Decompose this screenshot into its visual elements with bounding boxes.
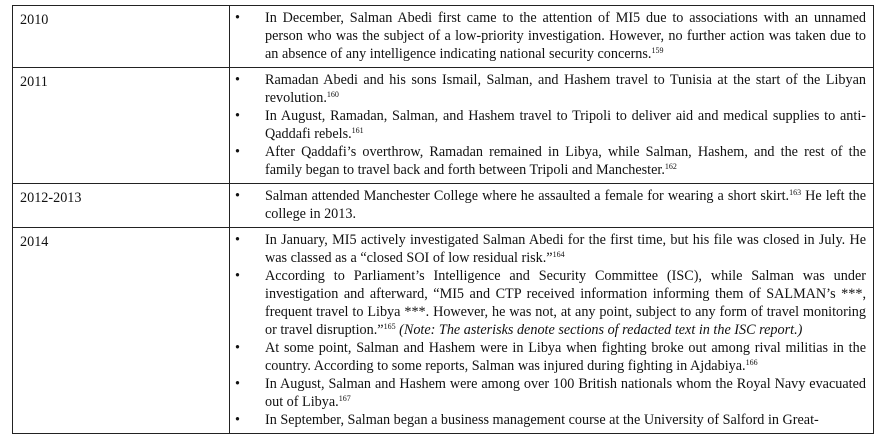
event-item [230, 339, 866, 375]
event-text: Salman attended Manchester College where he assaulted a female for wearing a short skirt. [265, 188, 790, 204]
footnote-ref: 167 [338, 394, 351, 403]
event-item [230, 187, 866, 223]
events-cell [230, 6, 874, 68]
footnote-ref: 163 [789, 188, 802, 197]
bullet-icon: • [235, 72, 240, 88]
events-cell [230, 68, 874, 184]
event-list [230, 231, 866, 429]
footnote-ref: 159 [651, 46, 664, 55]
footnote-ref: 164 [552, 250, 565, 259]
footnote-ref: 162 [664, 162, 677, 171]
event-item [230, 71, 866, 107]
event-text: At some point, Salman and Hashem were in Libya when fighting broke out among rival militias in the country. According to some reports, Salman was injured during fighting in Ajdabiya. [265, 340, 866, 374]
timeline-row [13, 68, 874, 184]
year-cell: 2010 [13, 6, 230, 68]
bullet-icon: • [235, 376, 240, 392]
footnote-ref: 165 [383, 322, 396, 331]
bullet-icon: • [235, 108, 240, 124]
event-text: In December, Salman Abedi first came to the attention of MI5 due to associations with an unnamed person who was the subject of a low-priority investigation. However, no further action was taken due to an absence of any intelligence indicating national security concerns. [265, 10, 866, 62]
bullet-icon: • [235, 232, 240, 248]
bullet-icon: • [235, 412, 240, 428]
timeline-row [13, 6, 874, 68]
year-cell: 2011 [13, 68, 230, 184]
event-item [230, 231, 866, 267]
event-text: After Qaddafi’s overthrow, Ramadan remained in Libya, while Salman, Hashem, and the rest of the family began to travel back and forth between Tripoli and Manchester. [265, 144, 866, 178]
event-text-tail: He left the college in 2013. [265, 188, 867, 222]
events-cell [230, 228, 874, 434]
event-item [230, 143, 866, 179]
bullet-icon: • [235, 340, 240, 356]
footnote-ref: 166 [745, 358, 758, 367]
event-text: In January, MI5 actively investigated Salman Abedi for the first time, but his file was closed in July. He was classed as a “closed SOI of low residual risk.” [265, 232, 866, 266]
bullet-icon: • [235, 188, 240, 204]
event-item [230, 267, 866, 339]
bullet-icon: • [235, 144, 240, 160]
event-text: In August, Salman and Hashem were among over 100 British nationals whom the Royal Navy evacuated out of Libya. [265, 376, 866, 410]
event-list [230, 187, 866, 223]
bullet-icon: • [235, 10, 240, 26]
event-text: Ramadan Abedi and his sons Ismail, Salman, and Hashem travel to Tunisia at the start of the Libyan revolution. [265, 72, 866, 106]
timeline-body [13, 6, 874, 434]
timeline-table [12, 5, 874, 434]
event-item [230, 9, 866, 63]
footnote-ref: 160 [326, 90, 339, 99]
event-text: In August, Ramadan, Salman, and Hashem travel to Tripoli to deliver aid and medical supplies to anti-Qaddafi rebels. [265, 108, 866, 142]
bullet-icon: • [235, 268, 240, 284]
event-item [230, 411, 866, 429]
event-text: According to Parliament’s Intelligence and Security Committee (ISC), while Salman was under investigation and afterward, “MI5 and CTP received information informing them of SALMAN’s ***, frequent travel to Libya ***. However, he was not, at any point, subject to any form of travel monitoring or travel disruption.” [265, 268, 866, 338]
timeline-row [13, 184, 874, 228]
year-cell: 2014 [13, 228, 230, 434]
editor-note: (Note: The asterisks denote sections of redacted text in the ISC report.) [395, 322, 803, 338]
timeline-row [13, 228, 874, 434]
footnote-ref: 161 [351, 126, 364, 135]
event-item [230, 107, 866, 143]
event-item [230, 375, 866, 411]
events-cell [230, 184, 874, 228]
event-list [230, 9, 866, 63]
event-list [230, 71, 866, 179]
event-text: In September, Salman began a business management course at the University of Salford in Great- [265, 412, 819, 428]
year-cell: 2012-2013 [13, 184, 230, 228]
